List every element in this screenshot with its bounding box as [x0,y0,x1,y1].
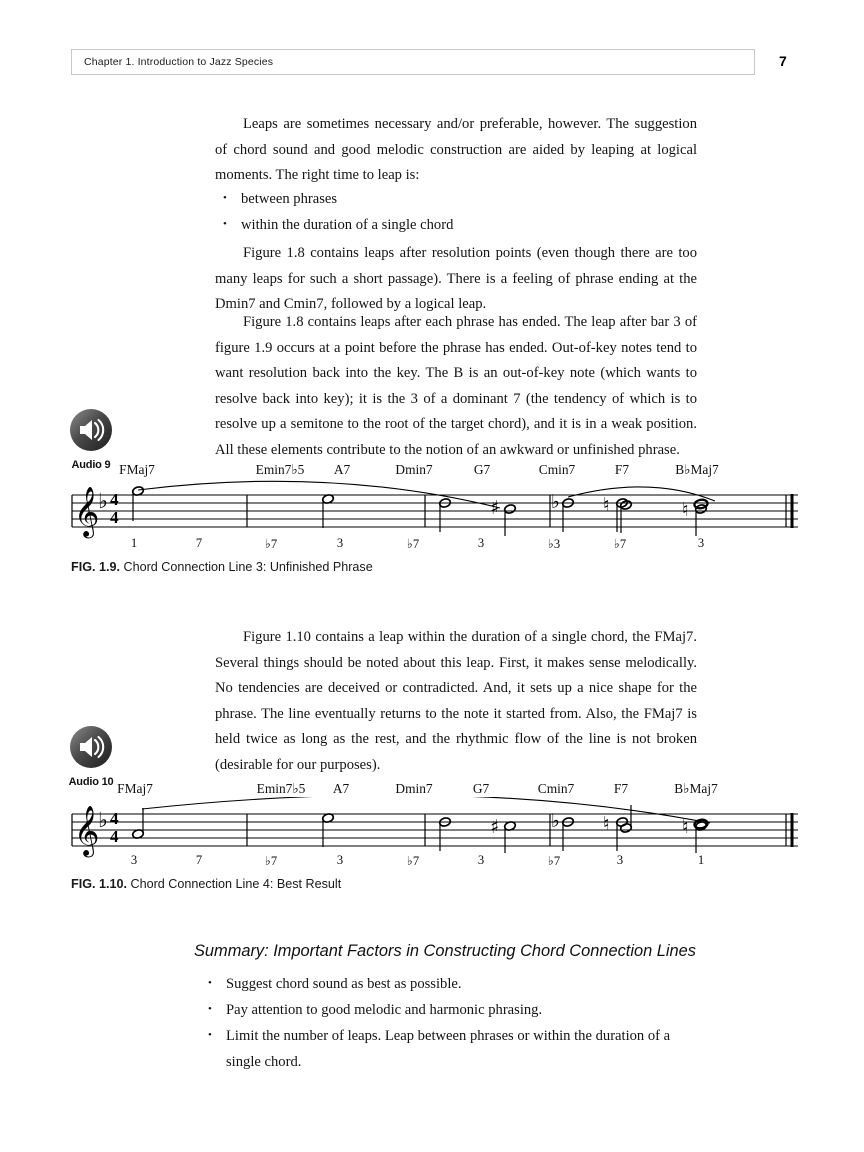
analysis-row-2 [0,853,864,869]
analysis-number: ♭3 [547,537,561,551]
analysis-number: 7 [195,536,203,550]
chord-symbol: A7 [333,462,351,477]
svg-text:♮: ♮ [603,494,610,516]
staff-2-notes-tail [70,797,800,859]
svg-text:4: 4 [110,809,119,828]
chord-symbol: Emin7♭5 [256,781,306,796]
svg-text:♭: ♭ [98,808,108,832]
analysis-number: 1 [697,853,705,867]
svg-text:♯: ♯ [490,816,500,838]
speaker-icon [69,725,113,769]
analysis-number: ♭7 [547,854,561,868]
list-item: • Pay attention to good melodic and harmonic phrasing. [200,997,700,1023]
figure-1-10-caption [71,877,341,891]
chord-symbol: FMaj7 [119,462,155,477]
chord-symbol: F7 [614,462,630,477]
note-head [551,491,574,532]
analysis-number: ♭7 [406,854,420,868]
figure-1-10-caption-text: Chord Connection Line 4: Best Result [130,877,342,891]
analysis-number: 7 [195,853,203,867]
svg-text:♮: ♮ [682,499,689,521]
speaker-icon [69,408,113,452]
chord-symbol: FMaj7 [117,781,153,796]
chord-symbol: G7 [472,781,490,796]
svg-text:4: 4 [110,508,119,527]
analysis-number: ♭7 [264,537,278,551]
chord-symbol: F7 [613,781,629,796]
chord-symbol: Cmin7 [538,462,576,477]
note-head [694,819,708,830]
analysis-number: 3 [336,536,344,550]
svg-text:♮: ♮ [603,813,610,835]
chapter-title: Chapter 1. Introduction to Jazz Species [84,56,274,68]
figure-1-10-caption-prefix: FIG. 1.10. [71,877,131,891]
paragraph-4: Figure 1.10 contains a leap within the duration of a single chord, the FMaj7. Several things should be noted about this leap. First, it makes sense melodically. No tendencies are deceived or contradicted. And, it sets up a nice shape for the phrase. The line eventually returns to the note it started from. Also, the FMaj7 is held twice as long as the rest, and the rhythmic flow of the line is not broken (desirable for our purposes). [215,629,697,773]
note-head [694,499,708,510]
leap-bullet-list [215,186,697,238]
figure-1-9-caption-text: Chord Connection Line 3: Unfinished Phrase [123,560,373,574]
svg-text:♭: ♭ [551,810,560,832]
list-item: • between phrases [215,186,697,212]
summary-bullet-list [200,971,700,1075]
chord-symbol: B♭Maj7 [675,462,719,477]
note-head [620,805,633,833]
chord-symbol: Cmin7 [537,781,575,796]
svg-text:4: 4 [110,490,119,509]
staff-1-notes-tail [70,478,800,540]
note-head [620,500,633,533]
analysis-number: 1 [130,536,138,550]
svg-text:𝄞: 𝄞 [74,806,100,856]
svg-text:𝄞: 𝄞 [74,487,100,537]
analysis-number: 3 [477,536,485,550]
analysis-number: ♭7 [264,854,278,868]
list-item: • Suggest chord sound as best as possible. [200,971,700,997]
svg-text:♭: ♭ [98,489,108,513]
svg-text:4: 4 [110,827,119,846]
paragraph-2: Figure 1.8 contains leaps after resolution points (even though there are too many leaps for such a short passage). There is a feeling of phrase ending at the Dmin7 and Cmin7, followed by a logical leap. [215,245,697,313]
chord-symbol: Emin7♭5 [255,462,305,477]
analysis-number: ♭7 [613,537,627,551]
chord-symbol: G7 [473,462,491,477]
analysis-number: 3 [616,853,624,867]
page-number: 7 [779,53,787,69]
audio-10-label: Audio 10 [68,776,114,788]
paragraph-3: Figure 1.8 contains leaps after each phrase has ended. The leap after bar 3 of figure 1.9 occurs at a point before the phrase has ended. Out-of-key notes tend to want resolution back into the key. The B is an out-of-key note (which wants to resolve back into key); it is the 3 of a dominant 7 (the tendency of which is to resolve up a semitone to the root of the target chord), and it is in a weak position. All these elements contribute to the notion of an awkward or unfinished phrase. [215,314,697,458]
analysis-number: 3 [130,853,138,867]
figure-1-9-caption-prefix: FIG. 1.9. [71,560,124,574]
summary-heading: Summary: Important Factors in Constructing Chord Connection Lines [194,942,696,960]
list-item: • Limit the number of leaps. Leap between phrases or within the duration of a single chord. [200,1023,700,1075]
chord-symbol: A7 [332,781,350,796]
analysis-row-1 [0,536,864,552]
paragraph-1: Leaps are sometimes necessary and/or preferable, however. The suggestion of chord sound and good melodic construction are aided by leaping at logical moments. The right time to leap is: [215,116,697,184]
svg-text:♮: ♮ [682,816,689,838]
analysis-number: 3 [697,536,705,550]
figure-1-9-caption [71,560,373,574]
list-item: • within the duration of a single chord [215,212,697,238]
chord-row-1 [0,462,864,478]
audio-9-label: Audio 9 [71,459,111,471]
chord-row-2 [0,781,864,797]
analysis-number: 3 [477,853,485,867]
analysis-number: 3 [336,853,344,867]
note-head [551,810,574,851]
svg-text:♭: ♭ [551,491,560,513]
chord-symbol: B♭Maj7 [674,781,718,796]
analysis-number: ♭7 [406,537,420,551]
svg-text:♯: ♯ [490,497,500,519]
running-header-bar [71,49,755,75]
chord-symbol: Dmin7 [395,462,433,477]
audio-10-block[interactable] [62,725,120,788]
chord-symbol: Dmin7 [395,781,433,796]
